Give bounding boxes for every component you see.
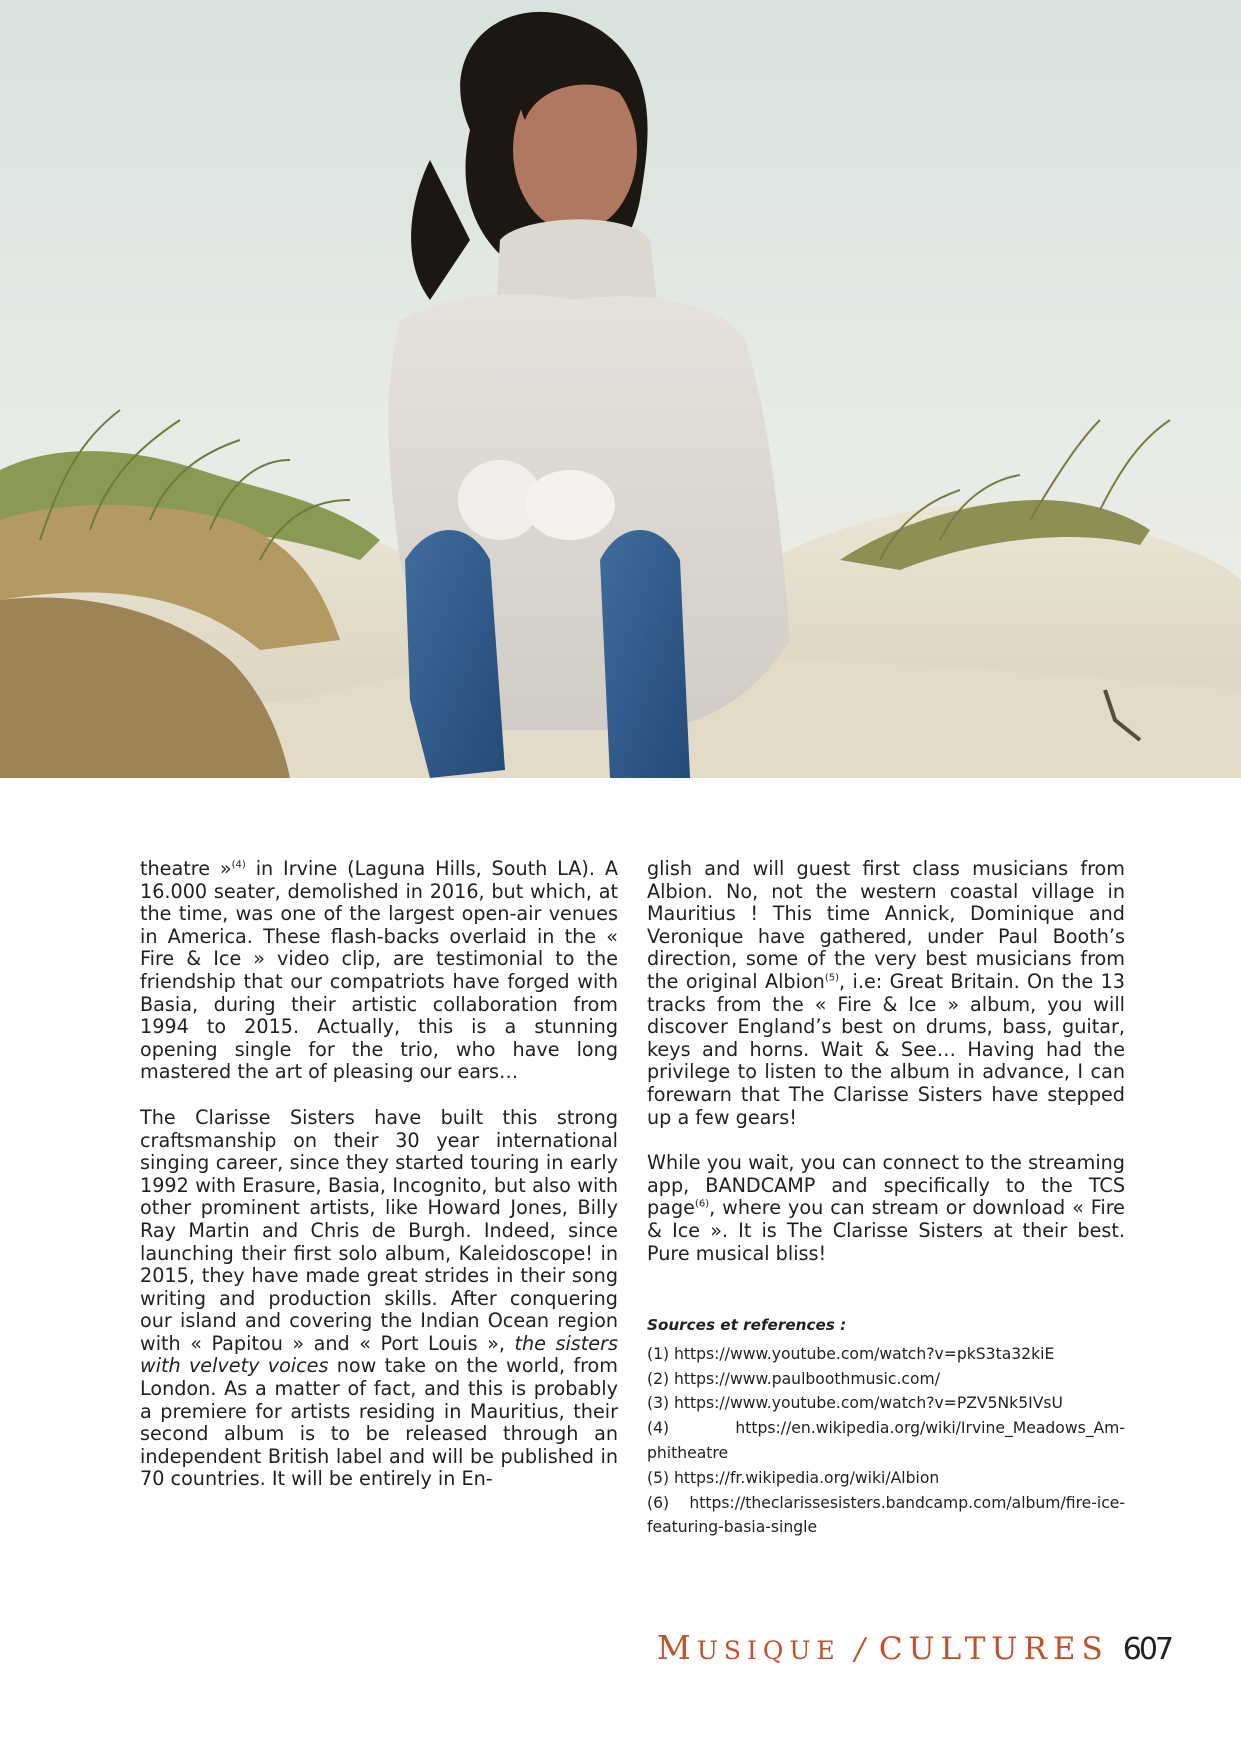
source-link[interactable]: (2) https://www.paulboothmusic.com/ bbox=[647, 1369, 940, 1388]
source-link[interactable]: (5) https://fr.wikipedia.org/wiki/Albion bbox=[647, 1468, 940, 1487]
source-link[interactable]: (1) https://www.youtube.com/watch?v=pkS3ta32kiE bbox=[647, 1344, 1055, 1363]
sources-title: Sources et references : bbox=[647, 1316, 847, 1335]
paragraph-text: in Irvine (Laguna Hills, South LA). A 16.000 seater, demolished in 2016, but which, at the time, was one of the largest open-air venues in America. These flash-backs overlaid in the « Fire & Ice » video clip, are testimonial to the friendship that our compatriots have forged with Basia, during their artistic collaboration from 1994 to 2015. Actually, this is a stunning opening single for the trio, who have long mastered the art of pleasing our ears… bbox=[140, 857, 618, 1084]
paragraph-text: glish and will guest first class musicians from Albion. No, not the western coastal village in Mauritius ! This time Annick, Dominique and Veronique have gathered, under Paul Booth’s direction, some of the very best musicians from the original Albion bbox=[647, 857, 1125, 993]
footnote-ref: (4) bbox=[231, 859, 246, 871]
footnote-ref: (5) bbox=[824, 972, 840, 984]
article-right-column bbox=[647, 858, 1125, 1540]
page-number: 607 bbox=[1122, 1632, 1171, 1667]
paragraph-italic: the sisters with velvety voices bbox=[140, 1331, 618, 1378]
sources-section bbox=[647, 1313, 1125, 1540]
paragraph-text: theatre » bbox=[140, 857, 232, 880]
category-label: CULTURES bbox=[878, 1631, 1109, 1667]
source-link[interactable]: (6) https://theclarissesisters.bandcamp.com/album/fire-ice-featuring-basia-single bbox=[647, 1493, 1125, 1537]
paragraph-text: now take on the world, from London. As a matter of fact, and this is probably a premiere for artists residing in Mauritius, their second album is to be released through an independent British label and will be published in 70 countries. It will be entirely in En- bbox=[140, 1354, 618, 1491]
paragraph bbox=[647, 858, 1125, 1129]
page-footer bbox=[657, 1628, 1171, 1667]
paragraph bbox=[140, 1107, 618, 1491]
paragraph-text: The Clarisse Sisters have built this strong craftsmanship on their 30 year international singing career, since they started touring in early 1992 with Erasure, Basia, Incognito, but also with other prominent artists, like Howard Jones, Billy Ray Martin and Chris de Burgh. Indeed, since launching their first solo album, Kaleidoscope! in 2015, they have made great strides in their song writing and production skills. After conquering our island and covering the Indian Ocean region with « Papitou » and « Port Louis », bbox=[140, 1105, 618, 1355]
hero-photo-illustration bbox=[0, 0, 1241, 778]
paragraph-text: While you wait, you can connect to the streaming app, BANDCAMP and specifically to the TCS page bbox=[647, 1151, 1125, 1220]
footer-separator: / bbox=[854, 1632, 865, 1667]
article-left-column bbox=[140, 858, 618, 1491]
source-link[interactable]: (4) https://en.wikipedia.org/wiki/Irvine_Meadows_Amphitheatre bbox=[647, 1419, 1125, 1463]
section-label-rest: USIQUE bbox=[696, 1636, 841, 1665]
hero-photo bbox=[0, 0, 1241, 778]
section-label bbox=[657, 1628, 841, 1667]
paragraph bbox=[647, 1152, 1125, 1265]
footnote-ref: (6) bbox=[694, 1198, 710, 1210]
section-label-cap: M bbox=[657, 1628, 697, 1667]
source-link[interactable]: (3) https://www.youtube.com/watch?v=PZV5Nk5IVsU bbox=[647, 1394, 1063, 1413]
paragraph bbox=[140, 858, 618, 1084]
paragraph-text: , where you can stream or download « Fire & Ice ». It is The Clarisse Sisters at their best. Pure musical bliss! bbox=[647, 1196, 1125, 1265]
paragraph-text: , i.e: Great Britain. On the 13 tracks from the « Fire & Ice » album, you will discover England’s best on drums, bass, guitar, keys and horns. Wait & See… Having had the privilege to listen to the album in advance, I can forewarn that The Clarisse Sisters have stepped up a few gears! bbox=[647, 969, 1125, 1129]
